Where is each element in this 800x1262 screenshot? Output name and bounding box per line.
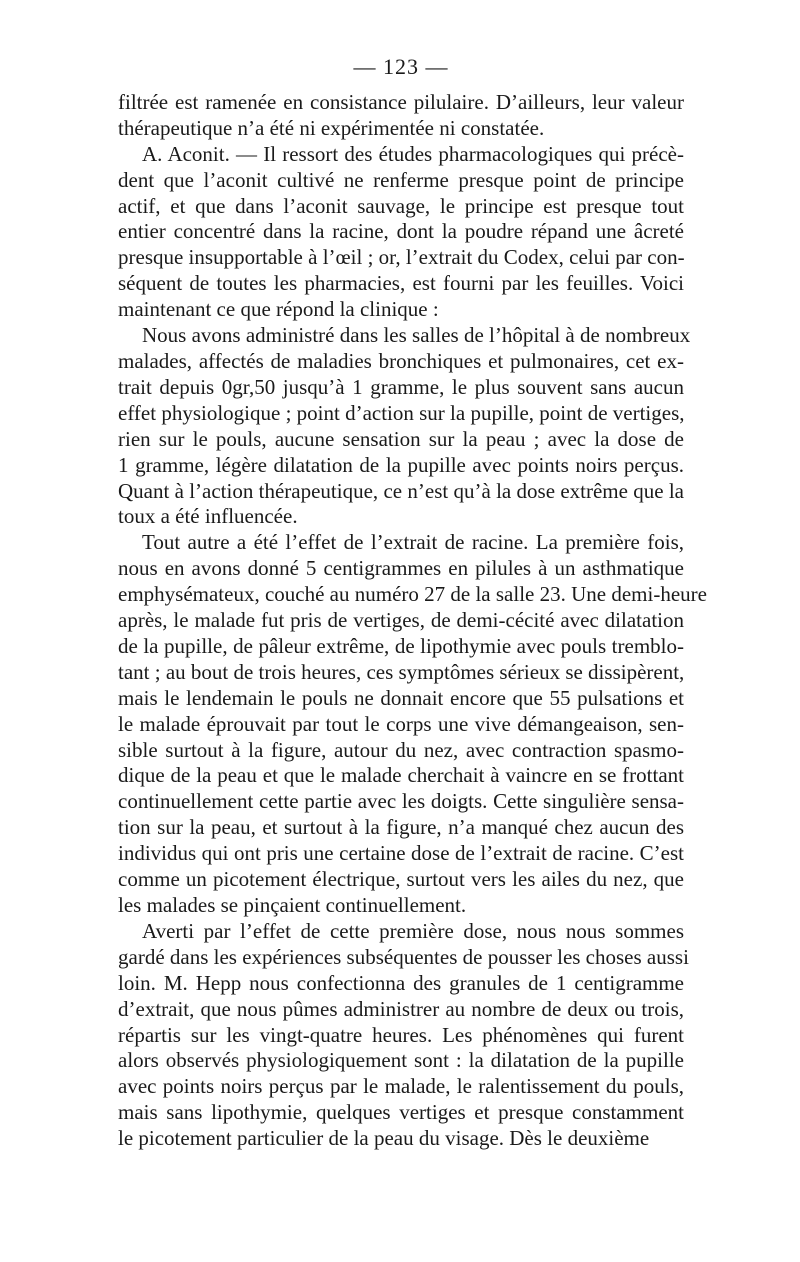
paragraph-4: [118, 918, 689, 1152]
document-page: [118, 54, 707, 1152]
text-line: séquent de toutes les pharmacies, est fourni par les feuilles. Voici: [118, 271, 684, 296]
text-line: Quant à l’action thérapeutique, ce n’est qu’à la dose extrême que la: [118, 478, 684, 503]
text-line: de la pupille, de pâleur extrême, de lipothymie avec pouls tremblo-: [118, 633, 684, 658]
text-line: mais le lendemain le pouls ne donnait encore que 55 pulsations et: [118, 685, 684, 710]
text-line: individus qui ont pris une certaine dose de l’extrait de racine. C’est: [118, 841, 684, 866]
text-line: Nous avons administré dans les salles de l’hôpital à de nombreux: [142, 323, 691, 348]
text-line: d’extrait, que nous pûmes administrer au nombre de deux ou trois,: [118, 996, 684, 1021]
paragraph-3: [118, 530, 707, 919]
text-line: trait depuis 0gr,50 jusqu’à 1 gramme, le plus souvent sans aucun: [118, 374, 684, 399]
text-line: tant ; au bout de trois heures, ces symptômes sérieux se dissipèrent,: [118, 659, 685, 684]
text-line: gardé dans les expériences subséquentes de pousser les choses aussi: [118, 944, 689, 969]
text-line: actif, et que dans l’aconit sauvage, le principe est presque tout: [118, 193, 684, 218]
text-line: Averti par l’effet de cette première dose, nous nous sommes: [142, 918, 684, 943]
text-line: nous en avons donné 5 centigrammes en pilules à un asthmatique: [118, 556, 684, 581]
text-line: entier concentré dans la racine, dont la poudre répand une âcreté: [118, 219, 684, 244]
text-line: Tout autre a été l’effet de l’extrait de racine. La première fois,: [142, 530, 684, 555]
text-line: maintenant ce que répond la clinique :: [118, 297, 439, 322]
text-line: alors observés physiologiquement sont : la dilatation de la pupille: [118, 1048, 684, 1073]
text-line: mais sans lipothymie, quelques vertiges et presque constamment: [118, 1100, 684, 1125]
text-line: comme un picotement électrique, surtout vers les ailes du nez, que: [118, 867, 684, 892]
paragraph-2: [118, 323, 691, 530]
text-line: filtrée est ramenée en consistance pilulaire. D’ailleurs, leur valeur: [118, 89, 684, 114]
text-line: effet physiologique ; point d’action sur la pupille, point de vertiges,: [118, 400, 685, 425]
text-line: thérapeutique n’a été ni expérimentée ni constatée.: [118, 115, 545, 140]
text-line: avec points noirs perçus par le malade, le ralentissement du pouls,: [118, 1074, 684, 1099]
text-line: presque insupportable à l’œil ; or, l’extrait du Codex, celui par con-: [118, 245, 685, 270]
text-line: les malades se pinçaient continuellement.: [118, 893, 467, 917]
text-line: loin. M. Hepp nous confectionna des granules de 1 centigramme: [118, 970, 684, 995]
text-line: malades, affectés de maladies bronchiques et pulmonaires, cet ex-: [118, 348, 684, 373]
text-line: continuellement cette partie avec les doigts. Cette singulière sensa-: [118, 789, 684, 814]
body-text: [118, 89, 707, 1152]
text-line: sible surtout à la figure, autour du nez, avec contraction spasmo-: [118, 737, 684, 762]
page-number: — 123 —: [353, 54, 449, 79]
text-line: le picotement particulier de la peau du visage. Dès le deuxième: [118, 1126, 650, 1151]
text-line: 1 gramme, légère dilatation de la pupille avec points noirs perçus.: [118, 452, 684, 477]
text-line: répartis sur les vingt-quatre heures. Les phénomènes qui furent: [118, 1022, 684, 1047]
text-line: toux a été influencée.: [118, 504, 298, 529]
text-line: après, le malade fut pris de vertiges, de demi-cécité avec dilatation: [118, 608, 684, 633]
text-line: rien sur le pouls, aucune sensation sur la peau ; avec la dose de: [118, 426, 684, 451]
text-line: tion sur la peau, et surtout à la figure, n’a manqué chez aucun des: [118, 815, 684, 840]
paragraph-1: [118, 142, 684, 323]
paragraph-0: [118, 90, 684, 142]
text-line: dique de la peau et que le malade cherchait à vaincre en se frottant: [118, 763, 684, 788]
text-line: le malade éprouvait par tout le corps une vive démangeaison, sen-: [118, 711, 684, 736]
text-line: emphysémateux, couché au numéro 27 de la salle 23. Une demi-heure: [118, 582, 707, 607]
text-line: A. Aconit. — Il ressort des études pharmacologiques qui précè-: [142, 141, 684, 166]
text-line: dent que l’aconit cultivé ne renferme presque point de principe: [118, 167, 684, 192]
